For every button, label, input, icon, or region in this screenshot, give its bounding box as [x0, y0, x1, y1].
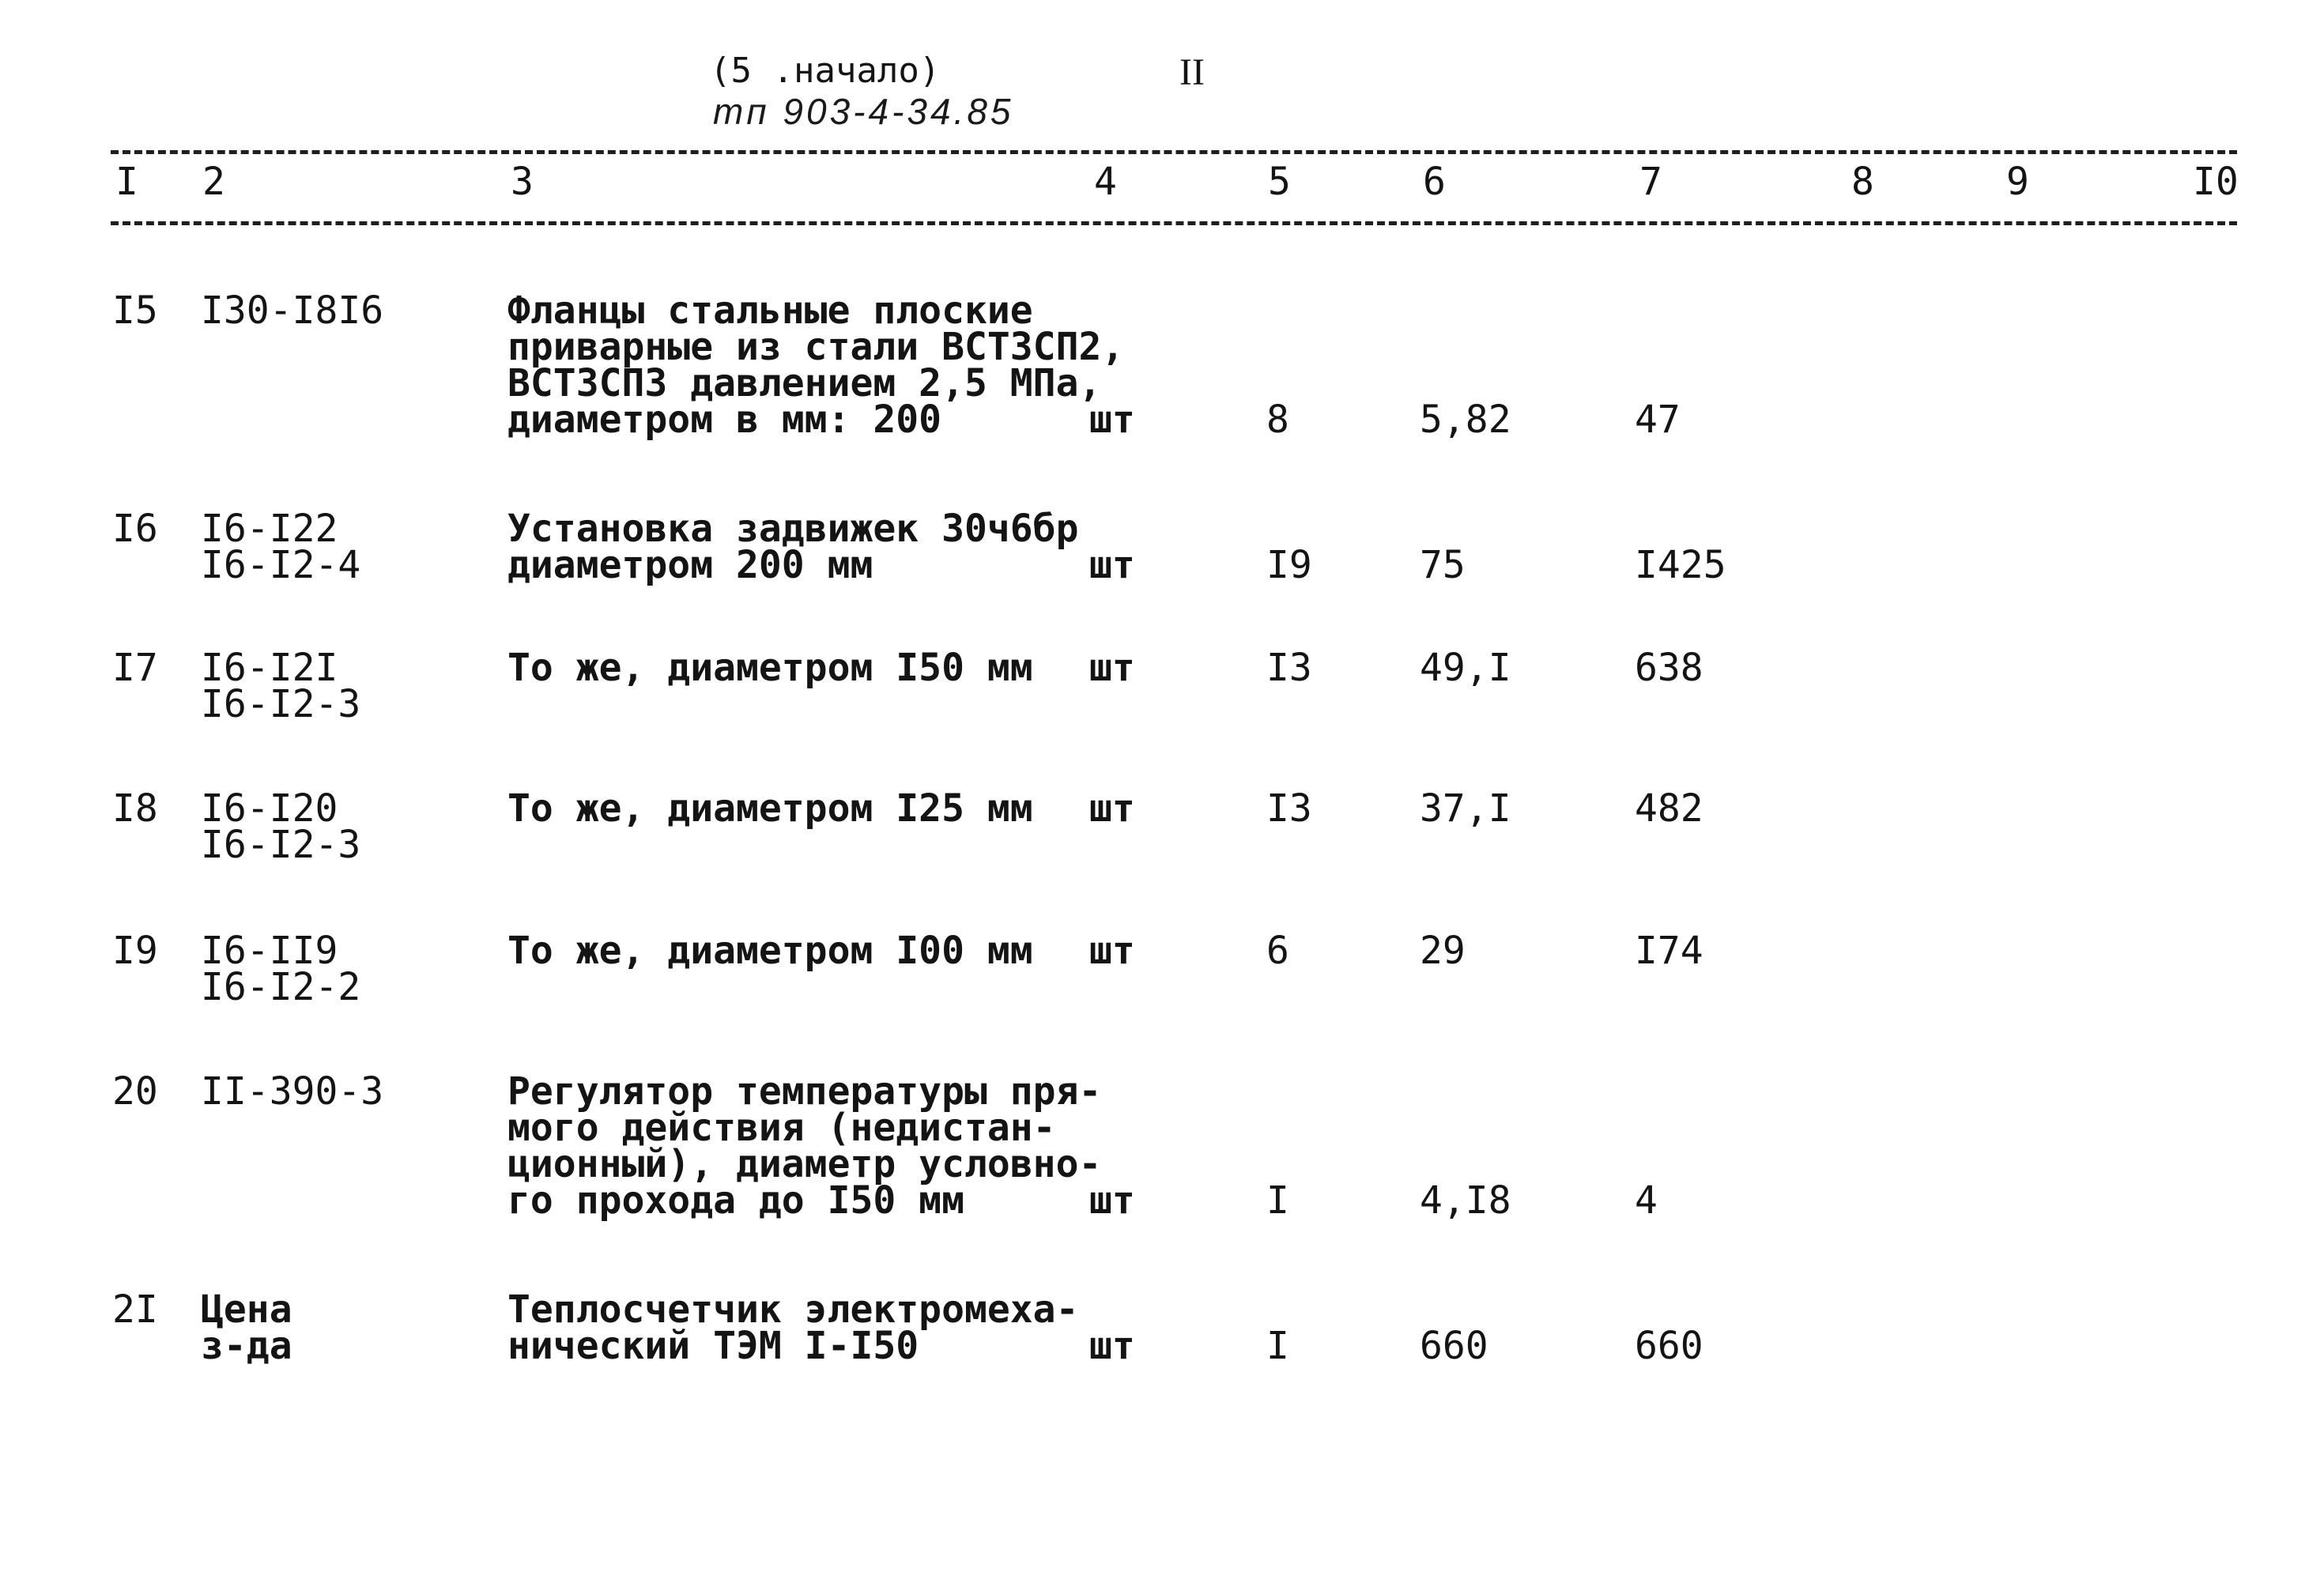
- code-line: I6-II9: [201, 929, 338, 973]
- column-number: 5: [1268, 160, 1291, 204]
- row-quantity: I3: [1266, 786, 1312, 831]
- row-unit: шт: [1089, 1324, 1135, 1368]
- row-number: 20: [112, 1069, 158, 1114]
- row-number: 2I: [112, 1287, 158, 1332]
- row-description: [507, 786, 1033, 831]
- code-line: I6-I2I: [201, 646, 338, 690]
- row-number: I7: [112, 646, 158, 690]
- code-line: I6-I2-2: [201, 965, 361, 1009]
- description-line: Установка задвижек 30ч6бр: [507, 507, 1079, 551]
- page-number: II: [1179, 51, 1205, 93]
- description-line: мого действия (недистан-: [507, 1106, 1056, 1150]
- column-number: 6: [1423, 160, 1446, 204]
- row-quantity: I3: [1266, 646, 1312, 690]
- row-code: [201, 786, 361, 867]
- description-line: ционный), диаметр условно-: [507, 1142, 1102, 1186]
- row-code: [201, 646, 361, 726]
- column-number: 3: [511, 160, 534, 204]
- column-number: 4: [1094, 160, 1117, 204]
- code-line: I6-I22: [201, 507, 338, 551]
- row-description: [507, 288, 1125, 442]
- code-line: I30-I8I6: [201, 288, 384, 333]
- row-code: [201, 1287, 292, 1368]
- row-code: [201, 929, 361, 1009]
- row-unit-price: 660: [1420, 1324, 1488, 1368]
- row-quantity: 8: [1266, 398, 1289, 442]
- row-unit: шт: [1089, 543, 1135, 587]
- code-line: II-390-3: [201, 1069, 384, 1114]
- row-total: 638: [1635, 646, 1703, 690]
- document-code: тп 903-4-34.85: [713, 91, 1014, 132]
- row-total: 4: [1635, 1178, 1658, 1223]
- description-line: То же, диаметром I25 мм: [507, 786, 1033, 831]
- row-description: [507, 1287, 1079, 1368]
- section-note: (5 .начало): [710, 51, 941, 91]
- row-number: I6: [112, 507, 158, 551]
- row-number: I9: [112, 929, 158, 973]
- row-unit: шт: [1089, 1178, 1135, 1223]
- row-total: 482: [1635, 786, 1703, 831]
- row-description: [507, 646, 1033, 690]
- code-line: I6-I2-3: [201, 682, 361, 726]
- column-number: 2: [202, 160, 225, 204]
- row-code: [201, 288, 384, 333]
- description-line: го прохода до I50 мм: [507, 1178, 964, 1223]
- row-code: [201, 507, 361, 587]
- code-line: I6-I2-3: [201, 823, 361, 867]
- code-line: I6-I2-4: [201, 543, 361, 587]
- row-unit-price: 5,82: [1420, 398, 1511, 442]
- description-line: Регулятор температуры пря-: [507, 1069, 1102, 1114]
- row-total: I74: [1635, 929, 1703, 973]
- description-line: То же, диаметром I50 мм: [507, 646, 1033, 690]
- description-line: нический ТЭМ I-I50: [507, 1324, 919, 1368]
- row-quantity: I9: [1266, 543, 1312, 587]
- description-line: ВСТ3СП3 давлением 2,5 МПа,: [507, 361, 1102, 405]
- row-description: [507, 507, 1079, 587]
- row-unit-price: 4,I8: [1420, 1178, 1511, 1223]
- header-rule-bottom: [111, 221, 2237, 225]
- row-unit-price: 75: [1420, 543, 1466, 587]
- row-number: I5: [112, 288, 158, 333]
- row-description: [507, 929, 1033, 973]
- description-line: диаметром 200 мм: [507, 543, 873, 587]
- row-number: I8: [112, 786, 158, 831]
- row-quantity: I: [1266, 1324, 1289, 1368]
- column-number: 7: [1639, 160, 1662, 204]
- row-unit-price: 49,I: [1420, 646, 1511, 690]
- row-total: I425: [1635, 543, 1726, 587]
- row-unit: шт: [1089, 786, 1135, 831]
- row-unit: шт: [1089, 398, 1135, 442]
- row-quantity: 6: [1266, 929, 1289, 973]
- column-number: I: [115, 160, 138, 204]
- column-number: I0: [2193, 160, 2239, 204]
- description-line: диаметром в мм: 200: [507, 398, 942, 442]
- header-rule-top: [111, 150, 2237, 154]
- row-unit-price: 29: [1420, 929, 1466, 973]
- column-number: 8: [1851, 160, 1874, 204]
- code-line: з-да: [201, 1324, 292, 1368]
- description-line: Фланцы стальные плоские: [507, 288, 1033, 333]
- description-line: приварные из стали ВСТ3СП2,: [507, 325, 1125, 369]
- row-total: 47: [1635, 398, 1681, 442]
- row-unit: шт: [1089, 646, 1135, 690]
- row-unit: шт: [1089, 929, 1135, 973]
- row-total: 660: [1635, 1324, 1703, 1368]
- description-line: Теплосчетчик электромеха-: [507, 1287, 1079, 1332]
- row-description: [507, 1069, 1102, 1223]
- row-quantity: I: [1266, 1178, 1289, 1223]
- row-unit-price: 37,I: [1420, 786, 1511, 831]
- code-line: I6-I20: [201, 786, 338, 831]
- column-number: 9: [2006, 160, 2029, 204]
- row-code: [201, 1069, 384, 1114]
- code-line: Цена: [201, 1287, 292, 1332]
- description-line: То же, диаметром I00 мм: [507, 929, 1033, 973]
